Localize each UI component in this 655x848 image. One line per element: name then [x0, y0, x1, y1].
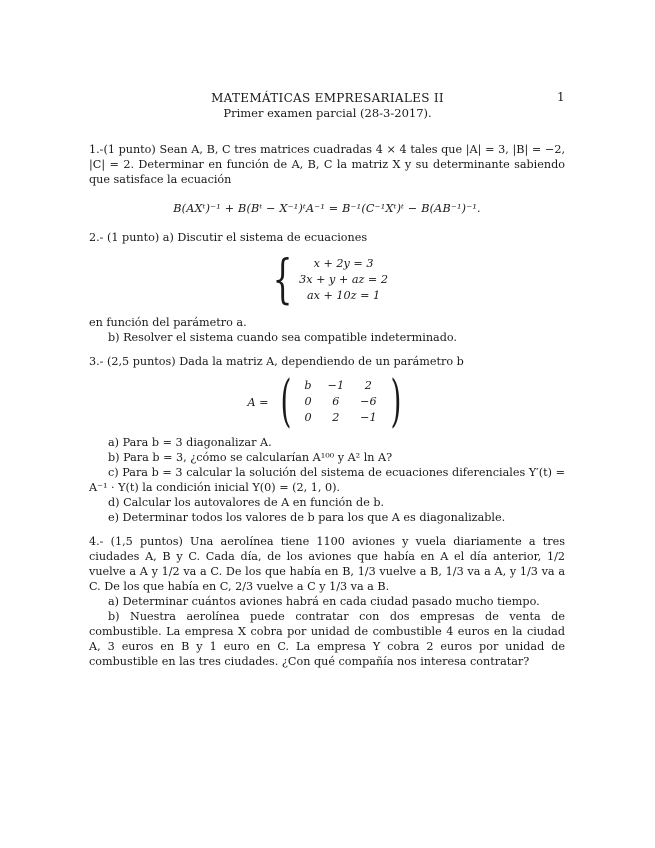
matrix-cell: 0 — [304, 411, 312, 424]
matrix-row — [296, 378, 384, 394]
matrix-row — [296, 394, 384, 410]
matrix-a — [89, 369, 565, 434]
question-3-part-a: a) Para b = 3 diagonalizar A. — [108, 436, 272, 449]
exam-subtitle: Primer examen parcial (28-3-2017). — [223, 106, 432, 120]
question-1-equation: B(AXᵗ)⁻¹ + B(Bᵗ − X⁻¹)ᵗA⁻¹ = B⁻¹(C⁻¹Xᵗ)ᵗ − B(AB⁻¹)⁻¹. — [173, 202, 481, 215]
question-3-part-c: c) Para b = 3 calcular la solución del sistema de ecuaciones diferenciales Y′(t) = A⁻¹ · Y(t) la condición inicial Y(0) = (2, 1, 0). — [89, 466, 565, 494]
exam-title: MATEMÁTICAS EMPRESARIALES II — [211, 91, 444, 105]
question-1-text: 1.-(1 punto) Sean A, B, C tres matrices cuadradas 4 × 4 tales que |A| = 3, |B| = −2, |C| = 2. Determinar en función de A, B, C la matriz X y su determinante sabiendo que satisface la ecuación — [89, 143, 565, 186]
matrix-cell: 0 — [304, 395, 312, 408]
matrix-cell: 2 — [332, 411, 340, 424]
question-3-part-e: e) Determinar todos los valores de b para los que A es diagonalizable. — [108, 511, 506, 524]
system-equation-3: ax + 10z = 1 — [306, 289, 381, 302]
question-3-text: 3.- (2,5 puntos) Dada la matriz A, dependiendo de un parámetro b — [89, 355, 464, 368]
question-2-part-b: b) Resolver el sistema cuando sea compatible indeterminado. — [108, 331, 457, 344]
page-number: 1 — [557, 90, 565, 104]
matrix-cell: −1 — [327, 379, 345, 392]
system-equation-1: x + 2y = 3 — [313, 257, 374, 270]
matrix-table — [296, 378, 384, 426]
question-4-part-b: b) Nuestra aerolínea puede contratar con dos empresas de venta de combustible. La empresa X cobra por unidad de combustible 4 euros en la ciudad A, 3 euros en B y 1 euro en C. La empresa Y cobra 2 euros por unidad de combustible en las tres ciudades. ¿Con qué compañía nos interesa contratar? — [89, 610, 565, 668]
matrix-label: A = — [247, 395, 269, 409]
matrix-row — [296, 410, 384, 426]
matrix-cell: 6 — [332, 395, 340, 408]
system-lines — [299, 255, 388, 305]
question-2-after: en función del parámetro a. — [89, 316, 247, 329]
left-paren-symbol: ( — [280, 369, 291, 434]
matrix-cell: 2 — [364, 379, 372, 392]
right-paren-symbol: ) — [390, 369, 401, 434]
question-3-part-d: d) Calcular los autovalores de A en función de b. — [108, 496, 385, 509]
matrix-cell: b — [304, 379, 312, 392]
equation-system — [89, 250, 565, 310]
question-2-text: 2.- (1 punto) a) Discutir el sistema de ecuaciones — [89, 231, 368, 244]
exam-content — [89, 142, 565, 669]
question-4-part-a: a) Determinar cuántos aviones habrá en cada ciudad pasado mucho tiempo. — [108, 595, 540, 608]
system-equation-2: 3x + y + az = 2 — [299, 273, 388, 286]
question-4-text: 4.- (1,5 puntos) Una aerolínea tiene 1100 aviones y vuela diariamente a tres ciudades A, B y C. Cada día, de los aviones que había en A el día anterior, 1/2 vuelve a A y 1/2 va a C. De los que había en B, 1/3 vuelve a B, 1/3 va a A, y 1/3 va a C. De los que había en C, 2/3 vuelve a C y 1/3 va a B. — [89, 535, 565, 593]
matrix-cell: −6 — [360, 395, 377, 408]
question-3-part-b: b) Para b = 3, ¿cómo se calcularían A¹⁰⁰ y A² ln A? — [108, 451, 393, 464]
matrix-cell: −1 — [360, 411, 377, 424]
left-brace-symbol: { — [272, 250, 293, 310]
